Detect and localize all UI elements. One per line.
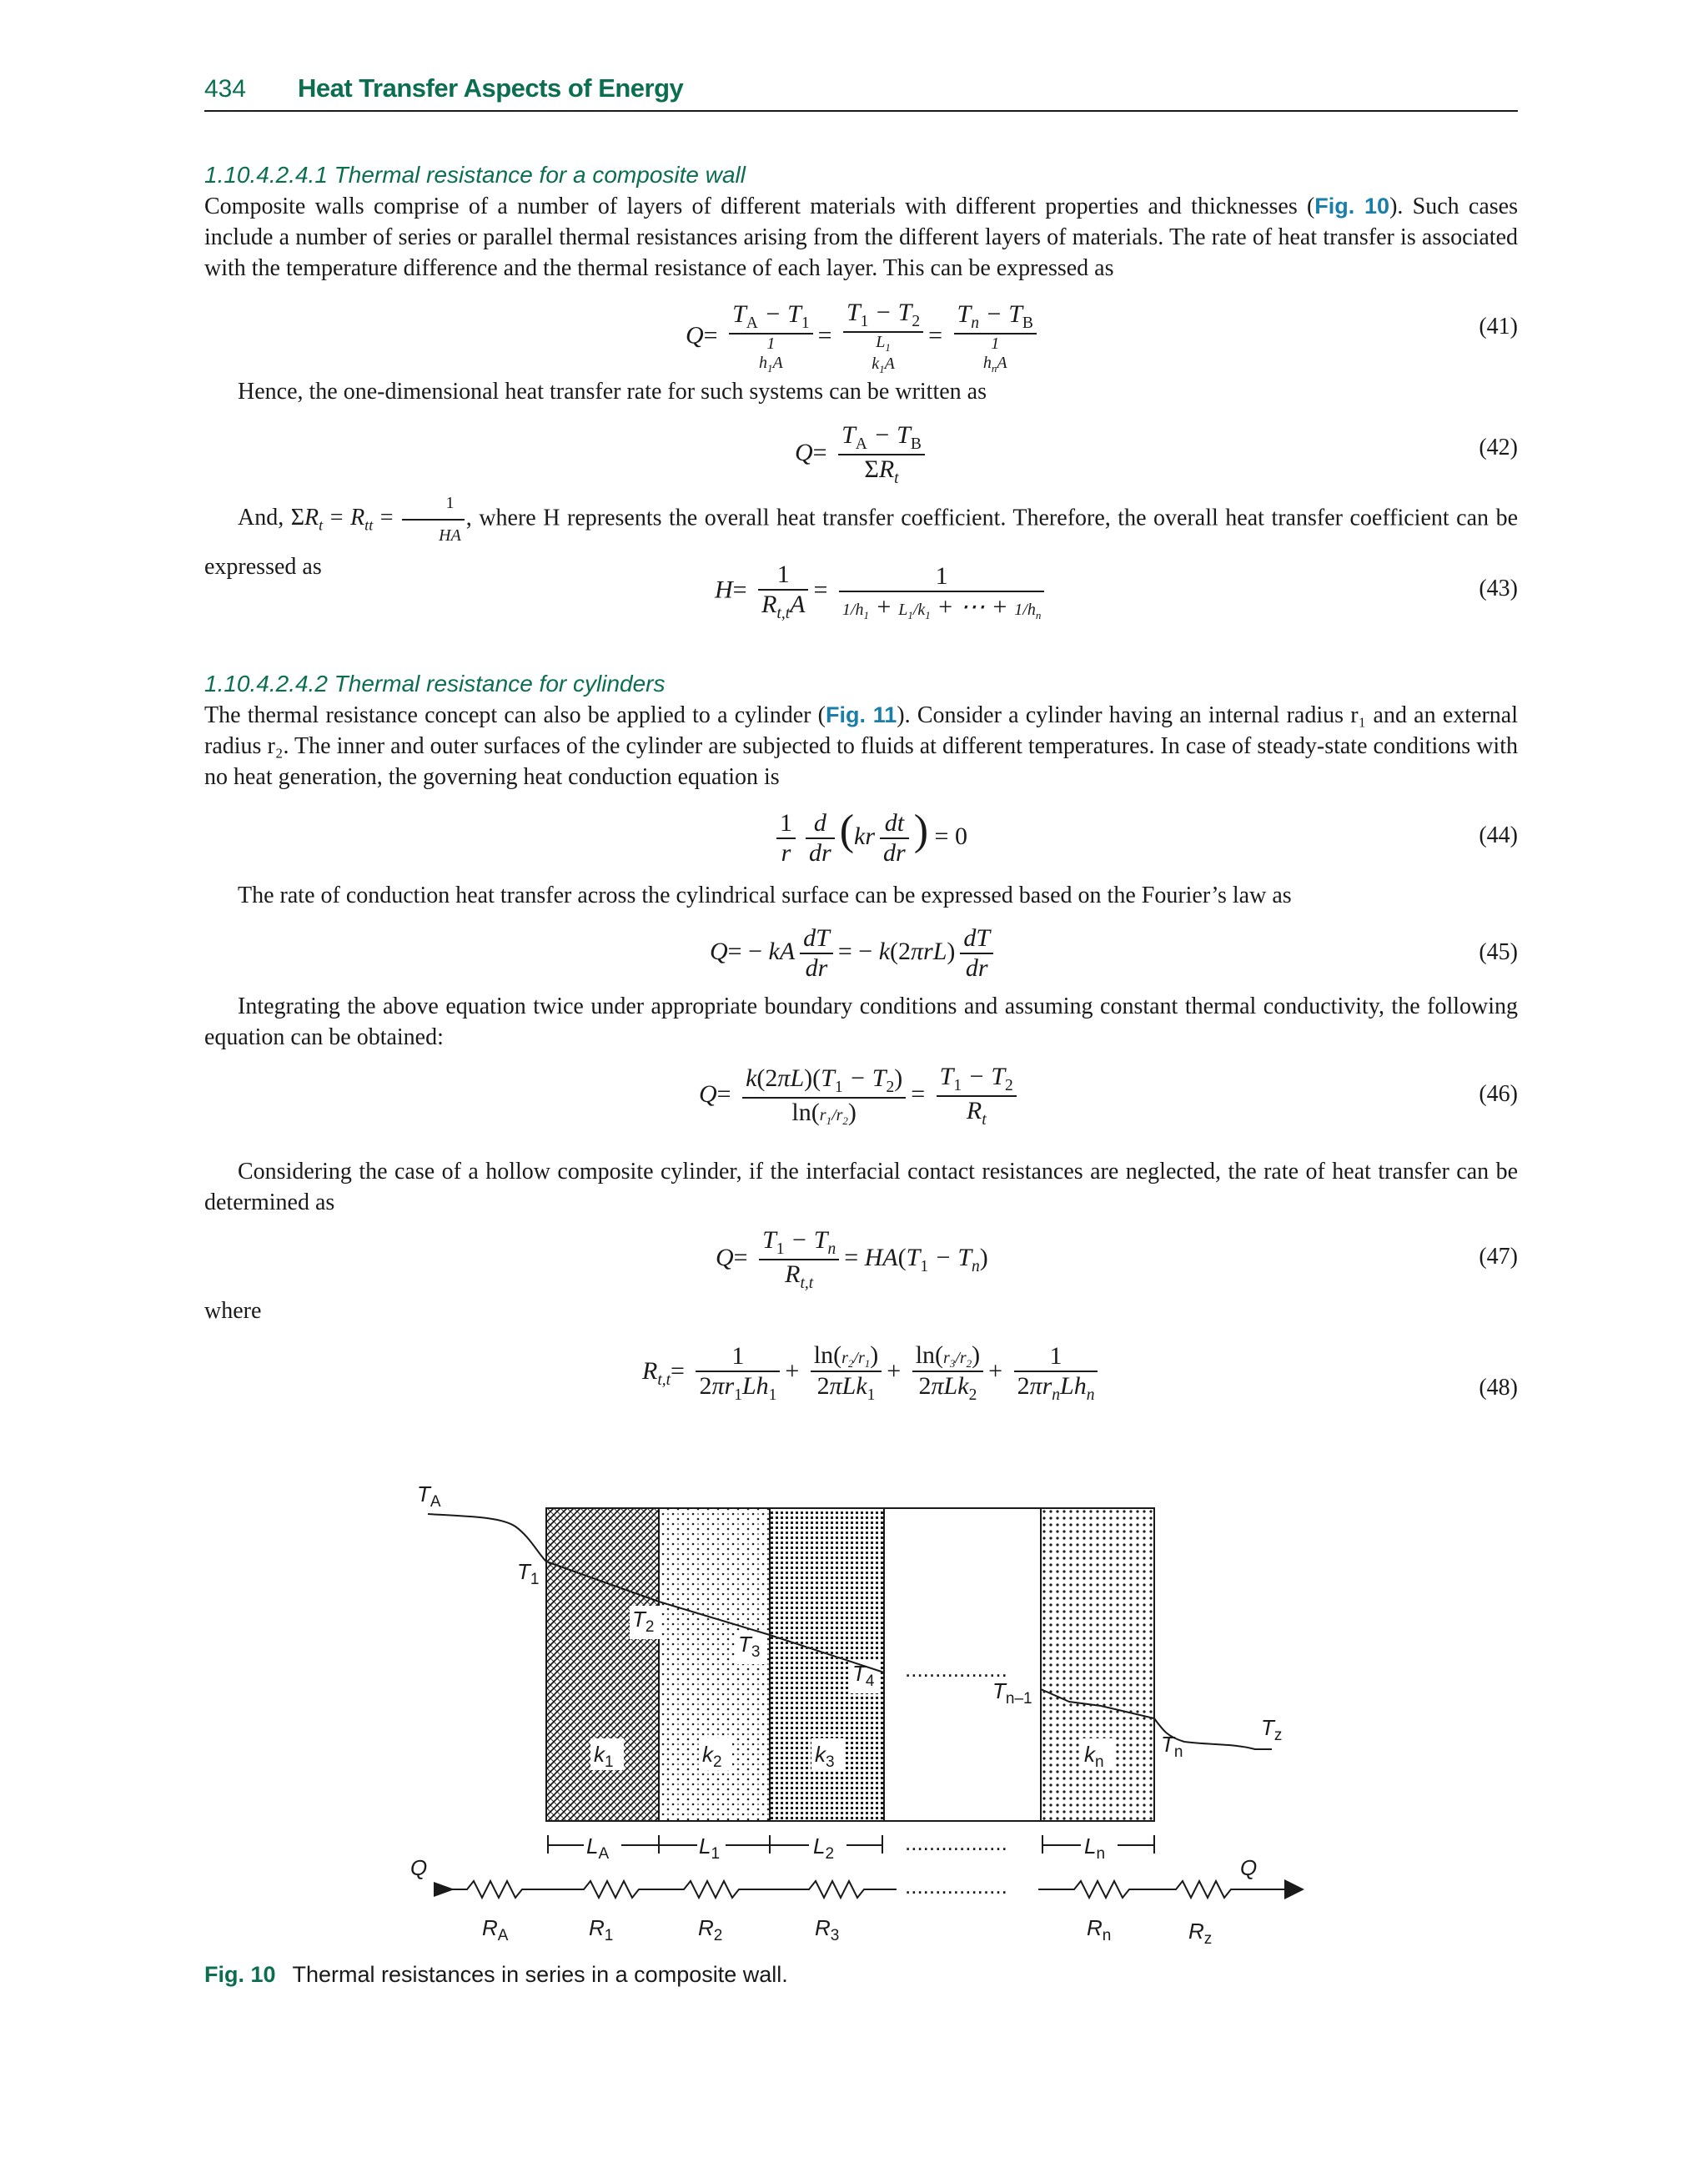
paragraph-text: ). Such cases include a number of series or parallel thermal resistances arising from the different layers of materials. The rate of heat transfer is associated with the temperature difference and the thermal resistance of each layer. This can be expressed as — [204, 194, 1518, 281]
equation-number: (41) — [1479, 314, 1518, 340]
equation-number: (43) — [1479, 576, 1518, 601]
label-RA: $R_A$ — [482, 1915, 509, 1944]
page-number: 434 — [204, 75, 247, 103]
paragraph-text: The thermal resistance concept can also be applied to a cylinder ( — [204, 702, 826, 728]
inline-math: And, $\Sigma R_t = R_{tt}$ = $\frac{1}{HA}$ — [238, 505, 466, 531]
label-TA: $T_A$ — [417, 1481, 441, 1511]
label-T1: $T_1$ — [517, 1559, 540, 1588]
equation-46: Q= $\frac{k(2\pi L)(T_1 - T_2)}{\ln(r_1/r_2)}$ = $\frac{T_1 - T_2}{R_t}$ — [699, 1063, 1022, 1129]
label-T3: $T_3$ — [738, 1632, 761, 1661]
paragraph-text: Composite walls comprise of a number of layers of different materials with different properties and thicknesses ( — [204, 194, 1315, 219]
figure-link-10[interactable]: Fig. 10 — [1314, 194, 1390, 219]
equation-43: H= $\frac{1}{R_{t,t}A}$ = $\frac{1}{1/h_1 + L_1/k_1 + \cdots + 1/h_n}$ — [715, 561, 1049, 623]
paragraph-1d-heat-transfer: Hence, the one-dimensional heat transfer rate for such systems can be written as — [238, 379, 987, 405]
label-k2: $k_2$ — [702, 1742, 722, 1771]
equation-45: Q= − kA $\frac{dT}{dr}$ = − k(2πrL) $\frac{dT}{dr}$ — [710, 924, 998, 983]
equation-48: $R_{t,t}=$ $\frac{1}{2\pi r_1Lh_1}$ + $\ln(r_2/r_1)$ 2πLk$_1$ + $\ln(r_3/r_2)$ 2πLk$_2$ + 1 $2\pi r_nLh_n$ — [642, 1341, 1103, 1405]
where-label: where — [204, 1298, 262, 1324]
label-Rn: $R_n$ — [1087, 1915, 1112, 1944]
equation-47: Q= $\frac{T_1 - T_n}{R_{t,t}}$ = $HA(T_1 - T_n)$ — [716, 1226, 988, 1292]
equation-number: (47) — [1479, 1244, 1518, 1270]
equation-number: (46) — [1479, 1081, 1518, 1107]
equation-41: Q= $T_A - T_1$ 1 $h_1A$ = $T_1 - T_2$ $L_1$ $k_1A$ = $T_n - T_B$ 1 $h_nA$ — [686, 299, 1042, 376]
label-R2: $R_2$ — [698, 1915, 723, 1944]
equation-number: (44) — [1479, 822, 1518, 848]
label-Tz: $T_z$ — [1261, 1715, 1283, 1744]
label-T2: $T_2$ — [632, 1607, 655, 1636]
label-Tn: $T_n$ — [1161, 1732, 1183, 1761]
label-Ln: $L_n$ — [1084, 1833, 1106, 1863]
equation-number: (48) — [1479, 1375, 1518, 1401]
paragraph-text: ). Consider a cylinder having an internal radius r₁ and an external radius r₂. The inner and outer surfaces of the cylinder are subjected to fluids at different temperatures. In case of steady-state conditions with no heat generation, the governing heat conduction equation is — [204, 702, 1518, 790]
layer-2 — [659, 1508, 770, 1821]
running-title: Heat Transfer Aspects of Energy — [298, 73, 684, 103]
label-Q-left: Q — [410, 1855, 428, 1880]
paragraph-hollow-cylinder: Considering the case of a hollow composite cylinder, if the interfacial contact resistances are neglected, the rate of heat transfer can be determined as — [204, 1159, 1518, 1215]
label-R3: $R_3$ — [815, 1915, 840, 1944]
label-k1: $k_1$ — [594, 1742, 614, 1771]
equation-44: $\frac{1}{r}$ $\frac{d}{dr}$ (kr $\frac{dt}{dr}$ ) = 0 — [771, 806, 967, 868]
section-heading-cylinders: 1.10.4.2.4.2 Thermal resistance for cylinders — [204, 671, 666, 697]
paragraph-integration: Integrating the above equation twice under appropriate boundary conditions and assuming constant thermal conductivity, the following equation can be obtained: — [204, 993, 1518, 1050]
label-Q-right: Q — [1240, 1855, 1258, 1880]
dots-resistors: ................. — [905, 1874, 1007, 1899]
label-R1: $R_1$ — [589, 1915, 614, 1944]
paragraph-text: , where H represents the overall heat transfer coefficient. Therefore, the overall heat transfer coefficient can be expressed as — [204, 505, 1518, 580]
label-L2: $L_2$ — [813, 1833, 835, 1863]
layer-1 — [546, 1508, 659, 1821]
dots-dimension: ................. — [905, 1830, 1007, 1855]
label-Tn-1: $T_{n-1}$ — [992, 1678, 1032, 1708]
equation-number: (45) — [1479, 939, 1518, 965]
label-T4: $T_4$ — [852, 1661, 875, 1690]
label-k3: $k_3$ — [815, 1742, 835, 1771]
equation-42: Q= $T_A - T_B$ $\Sigma R_t$ — [795, 421, 930, 488]
label-Rz: $R_z$ — [1188, 1919, 1213, 1948]
figure-link-11[interactable]: Fig. 11 — [826, 702, 897, 727]
section-heading-composite-wall: 1.10.4.2.4.1 Thermal resistance for a composite wall — [204, 162, 746, 188]
caption-text: Thermal resistances in series in a composite wall. — [292, 1962, 788, 1987]
label-L1: $L_1$ — [699, 1833, 721, 1863]
label-kn: $k_n$ — [1084, 1742, 1104, 1771]
label-LA: $L_A$ — [586, 1833, 610, 1863]
paragraph-fourier-law: The rate of conduction heat transfer across the cylindrical surface can be expressed based on the Fourier’s law as — [238, 883, 1292, 908]
equation-number: (42) — [1479, 435, 1518, 460]
caption-label: Fig. 10 — [204, 1962, 276, 1987]
layer-n — [1041, 1508, 1154, 1821]
dots-middle: ................. — [905, 1657, 1007, 1682]
figure-caption — [204, 1962, 788, 1988]
